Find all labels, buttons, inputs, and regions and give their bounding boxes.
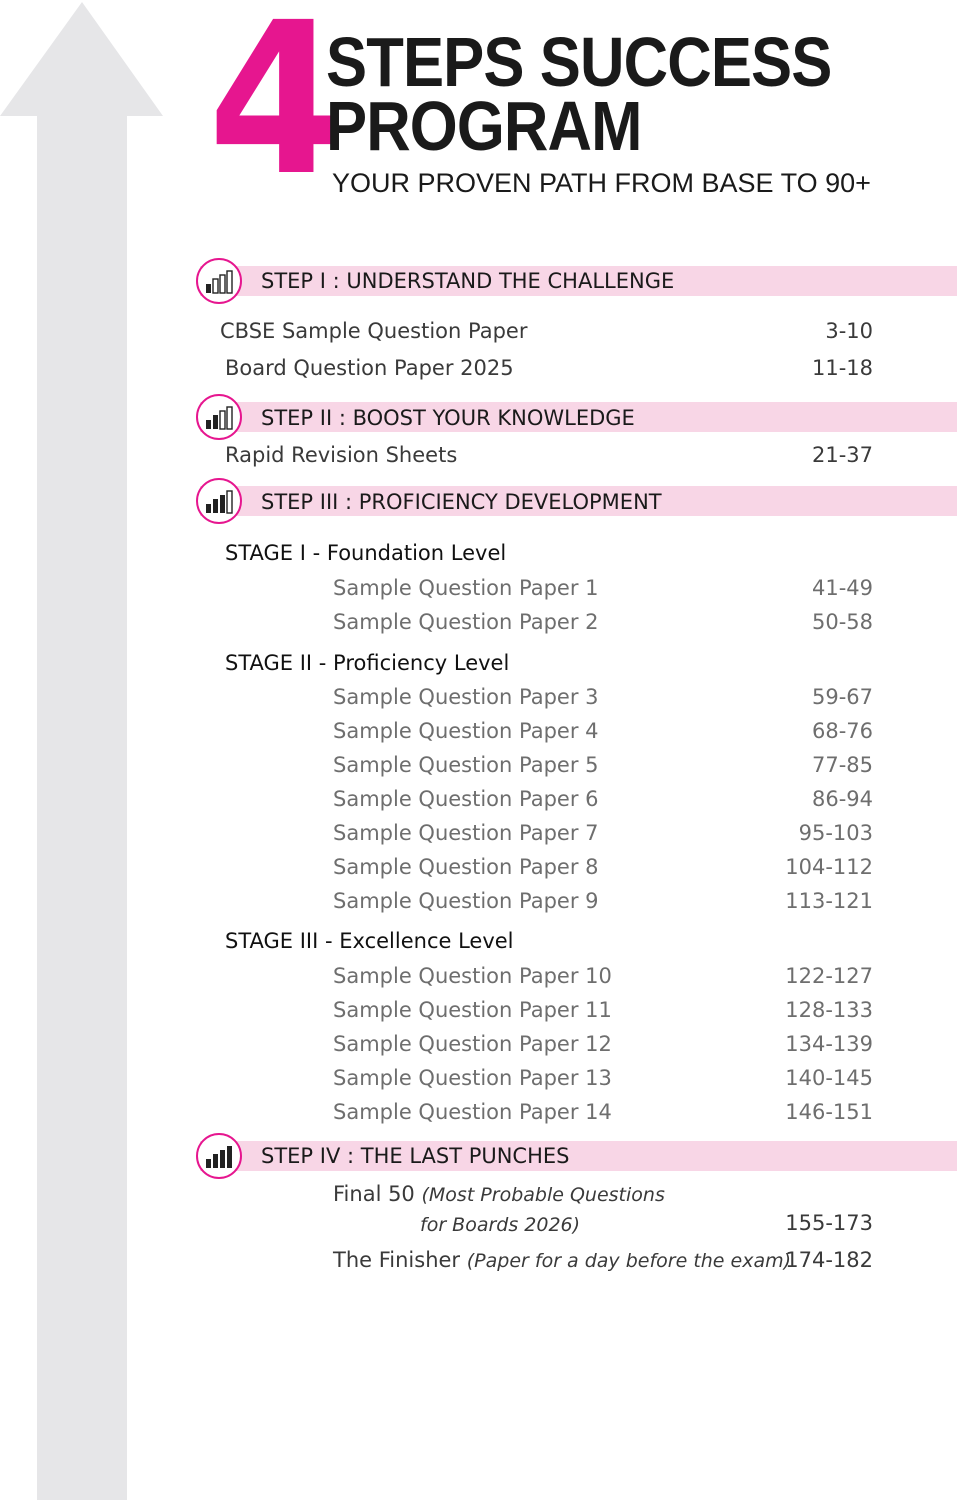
toc-page-range: 104-112 xyxy=(785,855,873,879)
toc-page-range: 11-18 xyxy=(811,356,873,380)
step-3-title: STEP III : PROFICIENCY DEVELOPMENT xyxy=(261,490,662,514)
toc-page-range: 86-94 xyxy=(811,787,873,811)
toc-item-sqp-6[interactable]: Sample Question Paper 6 xyxy=(333,787,599,811)
toc-page-range: 113-121 xyxy=(785,889,873,913)
toc-item-board-paper-2025[interactable]: Board Question Paper 2025 xyxy=(225,356,514,380)
toc-item-cbse-sample-paper[interactable]: CBSE Sample Question Paper xyxy=(220,319,528,343)
toc-page-range: 59-67 xyxy=(811,685,873,709)
toc-item-sqp-9[interactable]: Sample Question Paper 9 xyxy=(333,889,599,913)
toc-page-range: 134-139 xyxy=(785,1032,873,1056)
signal-bars-4-icon xyxy=(196,1133,242,1179)
stage-1-title: STAGE I - Foundation Level xyxy=(225,541,507,565)
final-50-note-line2: for Boards 2026) xyxy=(420,1214,581,1236)
toc-item-sqp-8[interactable]: Sample Question Paper 8 xyxy=(333,855,599,879)
page-title-line2: PROGRAM xyxy=(326,87,642,165)
finisher-note: (Paper for a day before the exam) xyxy=(466,1250,792,1272)
page-subtitle: YOUR PROVEN PATH FROM BASE TO 90+ xyxy=(332,168,871,198)
page-title-line1: STEPS SUCCESS xyxy=(326,23,832,101)
toc-page-range: 41-49 xyxy=(811,576,873,600)
signal-bars-1-icon xyxy=(196,258,242,304)
final-50-label: Final 50 xyxy=(333,1182,415,1206)
toc-page-range: 95-103 xyxy=(798,821,873,845)
toc-page-range: 146-151 xyxy=(785,1100,873,1124)
signal-bars-3-icon xyxy=(196,478,242,524)
toc-page-range: 3-10 xyxy=(825,319,873,343)
header-number: 4 xyxy=(208,0,343,222)
toc-item-the-finisher[interactable] xyxy=(333,1246,791,1275)
toc-item-rapid-revision[interactable]: Rapid Revision Sheets xyxy=(225,443,458,467)
toc-item-sqp-5[interactable]: Sample Question Paper 5 xyxy=(333,753,599,777)
toc-item-sqp-11[interactable]: Sample Question Paper 11 xyxy=(333,998,612,1022)
page-title xyxy=(326,23,872,165)
step-2-title: STEP II : BOOST YOUR KNOWLEDGE xyxy=(261,406,635,430)
toc-item-final-50[interactable] xyxy=(333,1180,665,1209)
step-1-title: STEP I : UNDERSTAND THE CHALLENGE xyxy=(261,269,675,293)
finisher-label: The Finisher xyxy=(333,1248,461,1272)
upward-arrow-graphic xyxy=(0,0,165,1500)
toc-item-sqp-2[interactable]: Sample Question Paper 2 xyxy=(333,610,599,634)
toc-page-range: 68-76 xyxy=(811,719,873,743)
toc-item-sqp-13[interactable]: Sample Question Paper 13 xyxy=(333,1066,612,1090)
toc-item-sqp-4[interactable]: Sample Question Paper 4 xyxy=(333,719,599,743)
toc-page-range: 128-133 xyxy=(785,998,873,1022)
toc-page-range: 174-182 xyxy=(785,1248,873,1272)
toc-page-range: 77-85 xyxy=(811,753,873,777)
toc-page-range: 140-145 xyxy=(785,1066,873,1090)
toc-item-sqp-10[interactable]: Sample Question Paper 10 xyxy=(333,964,612,988)
toc-item-sqp-7[interactable]: Sample Question Paper 7 xyxy=(333,821,599,845)
toc-page-range: 122-127 xyxy=(785,964,873,988)
stage-3-title: STAGE III - Excellence Level xyxy=(225,929,514,953)
toc-item-sqp-3[interactable]: Sample Question Paper 3 xyxy=(333,685,599,709)
toc-item-sqp-14[interactable]: Sample Question Paper 14 xyxy=(333,1100,612,1124)
toc-item-sqp-1[interactable]: Sample Question Paper 1 xyxy=(333,576,599,600)
final-50-note: (Most Probable Questions xyxy=(421,1184,665,1206)
stage-2-title: STAGE II - Proficiency Level xyxy=(225,651,510,675)
signal-bars-2-icon xyxy=(196,394,242,440)
toc-page-range: 155-173 xyxy=(785,1211,873,1235)
toc-page-range: 50-58 xyxy=(811,610,873,634)
toc-item-sqp-12[interactable]: Sample Question Paper 12 xyxy=(333,1032,612,1056)
toc-page-range: 21-37 xyxy=(811,443,873,467)
step-4-title: STEP IV : THE LAST PUNCHES xyxy=(261,1144,570,1168)
